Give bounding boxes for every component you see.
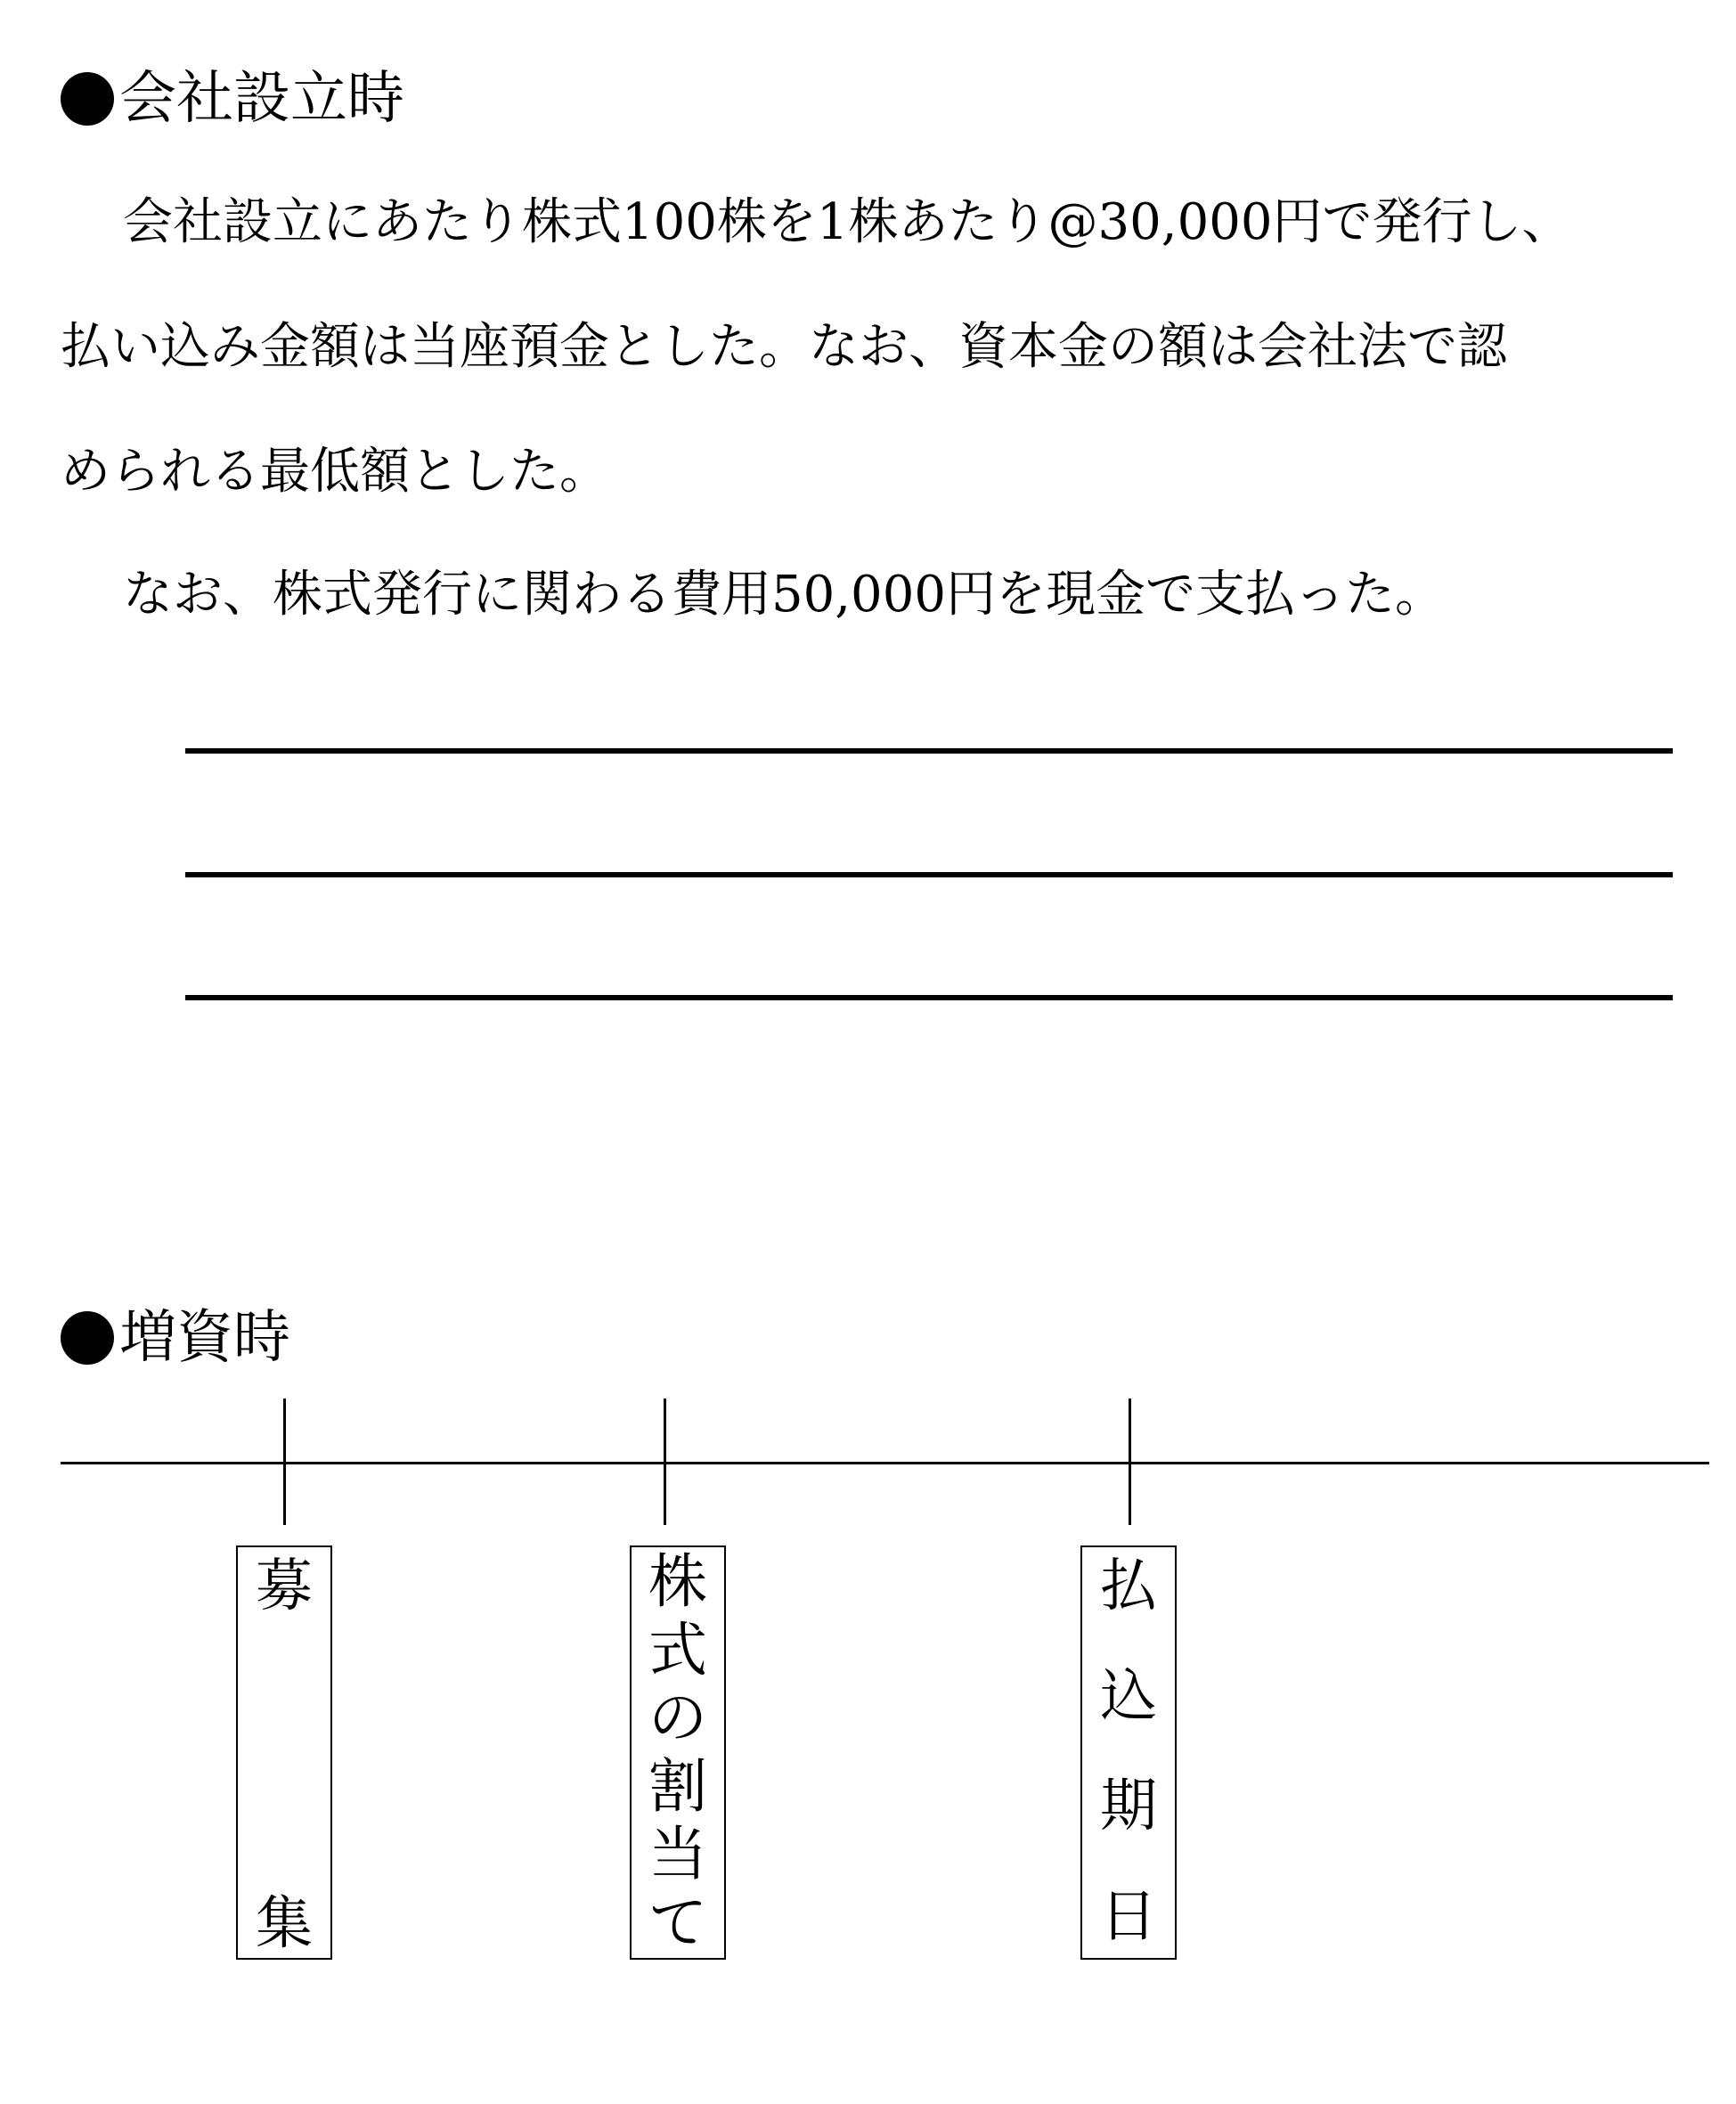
answer-line <box>185 872 1673 877</box>
paragraph-line-1: 会社設立にあたり株式100株を1株あたり@30,000円で発行し、 <box>123 193 1572 251</box>
paragraph-line-4: なお、株式発行に関わる費用50,000円を現金で支払った。 <box>123 566 1445 624</box>
bullet-icon <box>61 72 114 126</box>
section-heading-capital-increase <box>61 1305 290 1371</box>
timeline-label-share-allotment: 株 式 の 割 当 て <box>630 1545 726 1960</box>
timeline-label-payment-date: 払 込 期 日 <box>1080 1545 1177 1960</box>
paragraph-line-3: められる最低額とした。 <box>61 443 609 501</box>
section-title: 会社設立時 <box>119 66 404 132</box>
timeline-tick <box>664 1399 666 1525</box>
paragraph-line-2: 払い込み金額は当座預金とした。なお、資本金の額は会社法で認 <box>61 318 1507 376</box>
timeline-axis <box>61 1462 1709 1464</box>
answer-line <box>185 748 1673 754</box>
timeline-label-recruitment: 募 集 <box>236 1545 332 1960</box>
answer-line <box>185 995 1673 1000</box>
timeline-tick <box>1129 1399 1131 1525</box>
timeline-tick <box>283 1399 286 1525</box>
section-title: 増資時 <box>119 1305 290 1371</box>
section-heading-company-founding <box>61 66 404 132</box>
bullet-icon <box>61 1311 114 1365</box>
